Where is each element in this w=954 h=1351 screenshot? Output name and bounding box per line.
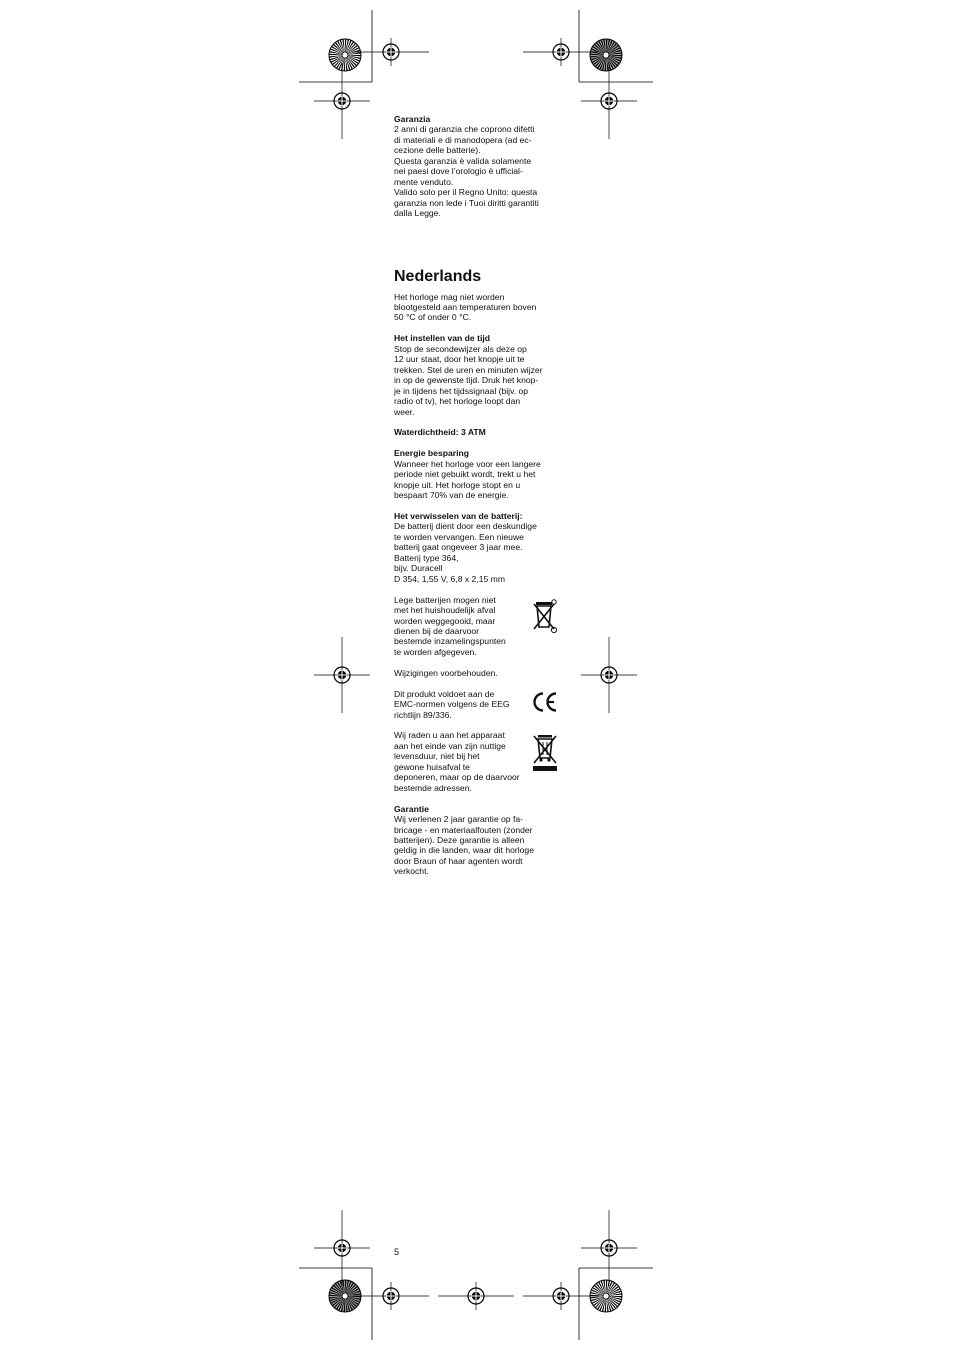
registration-target-icon: [314, 637, 370, 713]
text-line: mente venduto.: [394, 176, 454, 187]
registration-target-icon: [314, 1210, 370, 1286]
text-line: verkocht.: [394, 866, 429, 877]
weee-text: [394, 730, 528, 793]
text-line: De batterij dient door een deskundige: [394, 521, 537, 532]
text-line: worden weggegooid, maar: [394, 615, 496, 626]
text-line: gewone huisafval te: [394, 761, 470, 772]
changes-notice: Wijzigingen voorbehouden.: [394, 667, 498, 678]
text-line: deponeren, maar op de daarvoor: [394, 772, 520, 783]
battery-change-heading: Het verwisselen van de batterij:: [394, 510, 523, 521]
text-line: trekken. Stel de uren en minuten wijzer: [394, 364, 543, 375]
registration-target-icon: [581, 1210, 637, 1286]
text-line: Wij raden u aan het apparaat: [394, 730, 505, 741]
text-line: D 354, 1,55 V, 6,8 x 2,15 mm: [394, 573, 505, 584]
emc-text: [394, 689, 528, 720]
text-line: Het horloge mag niet worden: [394, 291, 505, 302]
text-line: Batterij type 364,: [394, 552, 459, 563]
warranty-body: [394, 814, 562, 877]
text-line: blootgesteld aan temperaturen boven: [394, 301, 537, 312]
text-line: te worden vervangen. Een nieuwe: [394, 531, 524, 542]
starburst-test-target-icon: [329, 39, 361, 71]
italian-warranty-body: [394, 124, 562, 218]
text-line: bestemde inzamelingspunten: [394, 636, 506, 647]
text-line: Stop de secondewijzer als deze op: [394, 343, 527, 354]
text-line: radio of tv), het horloge loopt dan: [394, 396, 521, 407]
text-line: nei paesi dove l’orologio è ufficial-: [394, 166, 523, 177]
text-line: weer.: [394, 406, 415, 417]
text-line: Wanneer het horloge voor een langere: [394, 458, 541, 469]
text-line: periode niet gebuikt wordt, trekt u het: [394, 469, 536, 480]
section-title-nederlands: Nederlands: [394, 267, 482, 285]
text-line: richtlijn 89/336.: [394, 709, 452, 720]
text-line: Valido solo per il Regno Unito: questa: [394, 187, 538, 198]
time-setting-heading: Het instellen van de tijd: [394, 333, 490, 344]
starburst-test-target-icon: [590, 39, 622, 71]
text-line: Dit produkt voldoet aan de: [394, 688, 495, 699]
text-line: 2 anni di garanzia che coprono difetti: [394, 124, 535, 135]
text-line: Questa garanzia è valida solamente: [394, 155, 532, 166]
text-line: je in tijdens het tijdssignaal (bijv. op: [394, 385, 529, 396]
registration-target-icon: [314, 63, 370, 139]
water-resistance: Waterdichtheid: 3 ATM: [394, 427, 486, 438]
emc-block: [394, 689, 562, 720]
text-line: geldig in die landen, waar dit horloge: [394, 845, 534, 856]
text-line: EMC-normen volgens de EEG: [394, 699, 510, 710]
text-line: di materiali e di manodopera (ad ec-: [394, 134, 532, 145]
energy-saving-body: [394, 459, 562, 501]
italian-warranty-heading: Garanzia: [394, 114, 431, 124]
weee-bin-icon: [530, 732, 560, 774]
temperature-note: [394, 292, 562, 323]
text-line: garanzia non lede i Tuoi diritti garantiti: [394, 197, 539, 208]
text-line: dienen bij de daarvoor: [394, 625, 480, 636]
text-line: 50 °C of onder 0 °C.: [394, 312, 472, 323]
text-line: door Braun of haar agenten wordt: [394, 855, 523, 866]
text-line: aan het einde van zijn nuttige: [394, 740, 506, 751]
ce-mark-icon: [532, 691, 558, 713]
text-line: bespaart 70% van de energie.: [394, 490, 509, 501]
crossed-bin-battery-icon: [532, 597, 558, 635]
text-line: Lege batterijen mogen niet: [394, 594, 496, 605]
battery-disposal-text: [394, 595, 528, 658]
registration-target-icon: [353, 1282, 429, 1310]
weee-block: [394, 730, 562, 793]
text-line: 12 uur staat, door het knopje uit te: [394, 354, 525, 365]
text-line: met het huishoudelijk afval: [394, 605, 496, 616]
battery-change-body: [394, 521, 562, 584]
energy-saving-heading: Energie besparing: [394, 448, 469, 459]
text-line: in op de gewenste tijd. Druk het knop-: [394, 375, 539, 386]
registration-target-icon: [353, 38, 429, 66]
text-line: levensduur, niet bij het: [394, 751, 480, 762]
warranty-heading: Garantie: [394, 803, 429, 814]
text-line: batterij gaat ongeveer 3 jaar mee.: [394, 542, 523, 553]
text-line: te worden afgegeven.: [394, 646, 477, 657]
text-column: [394, 114, 562, 877]
page-number: 5: [394, 1247, 400, 1257]
registration-target-icon: [523, 1282, 599, 1310]
battery-disposal-block: [394, 595, 562, 658]
text-line: bestemde adressen.: [394, 782, 472, 793]
text-line: batterijen). Deze garantie is alleen: [394, 834, 525, 845]
registration-target-icon: [581, 63, 637, 139]
registration-target-icon: [523, 38, 599, 66]
text-line: dalla Legge.: [394, 208, 441, 219]
text-line: cezione delle batterie).: [394, 145, 481, 156]
time-setting-body: [394, 344, 562, 417]
text-line: bricage - en materiaalfouten (zonder: [394, 824, 533, 835]
text-line: knopje uit. Het horloge stopt en u: [394, 479, 521, 490]
registration-target-icon: [581, 637, 637, 713]
text-line: bijv. Duracell: [394, 563, 443, 574]
text-line: Wij verlenen 2 jaar garantie op fa-: [394, 814, 523, 825]
registration-target-icon: [438, 1282, 514, 1310]
